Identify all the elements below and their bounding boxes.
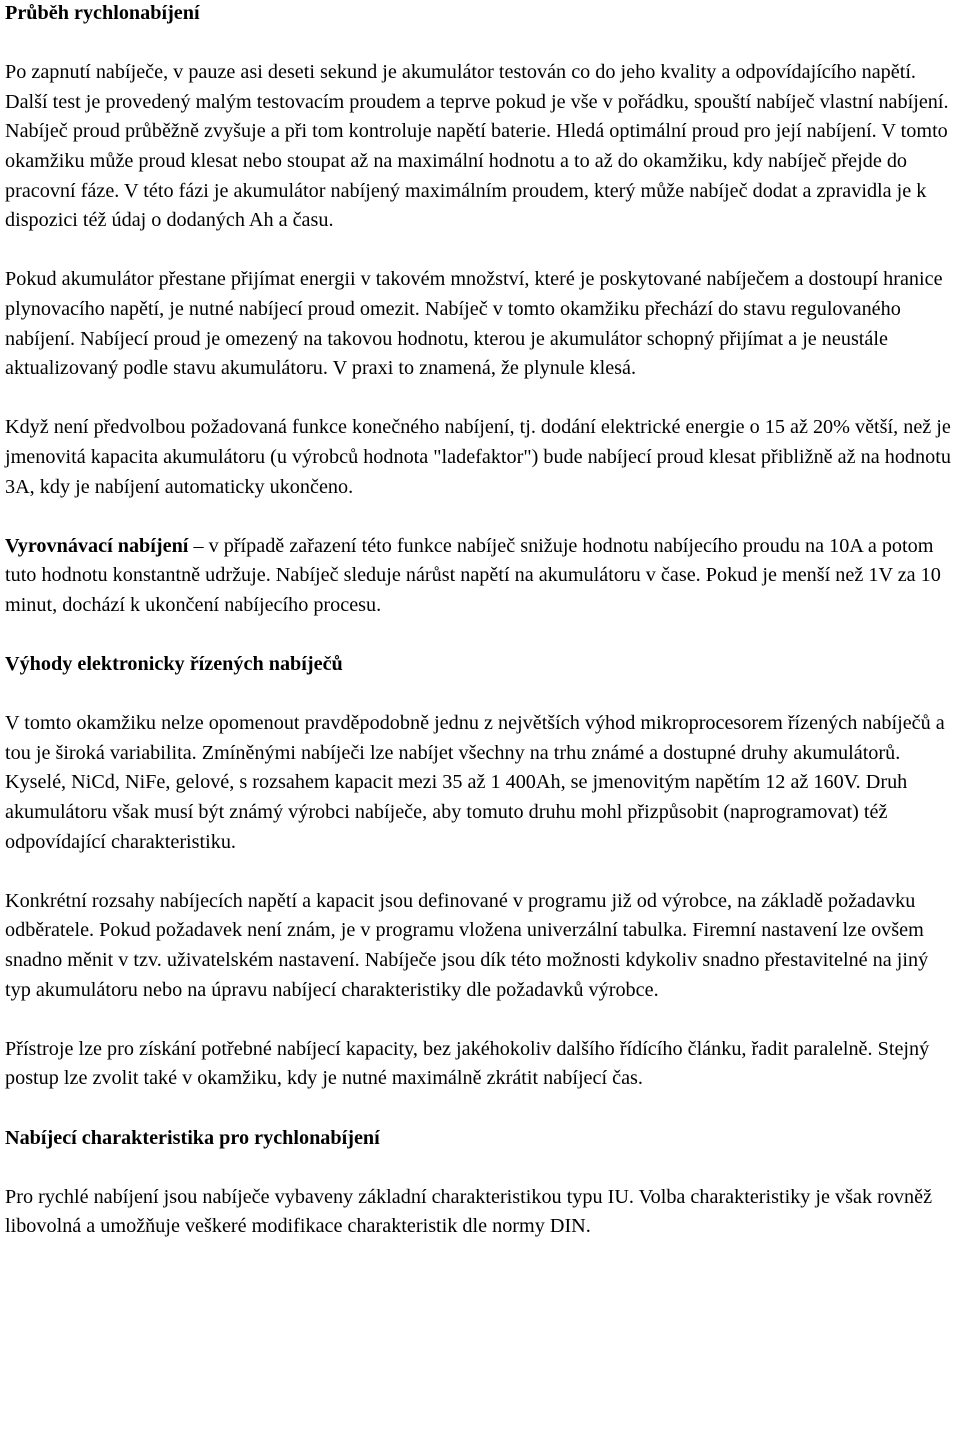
paragraph: Přístroje lze pro získání potřebné nabíjecí kapacity, bez jakéhokoliv dalšího řídícího článku, řadit paralelně. Stejný postup lze zvolit také v okamžiku, kdy je nutné maximálně zkrátit nabíjecí čas. xyxy=(5,1037,930,1090)
paragraph: V tomto okamžiku nelze opomenout pravděpodobně jednu z největších výhod mikroprocesorem řízených nabíječů a tou je široká variabilita. Zmíněnými nabíječi lze nabíjet všechny na trhu známé a dostupné druhy akumulátorů. Kyselé, NiCd, NiFe, gelové, s rozsahem kapacit mezi 35 až 1 400Ah, se jmenovitým napětím 12 až 160V. Druh akumulátoru však musí být známý výrobci nabíječe, aby tomuto druhu mohl přizpůsobit (naprogramovat) též odpovídající charakteristiku. xyxy=(5,712,945,853)
paragraph: Pro rychlé nabíjení jsou nabíječe vybaveny základní charakteristikou typu IU. Volba charakteristiky je však rovněž libovolná a umožňuje veškeré modifikace charakteristik dle normy DIN. xyxy=(5,1185,933,1238)
paragraph: Po zapnutí nabíječe, v pauze asi deseti sekund je akumulátor testován co do jeho kvality a odpovídajícího napětí. Další test je provedený malým testovacím proudem a teprve pokud je vše v pořádku, spouští nabíječ vlastní nabíjení. Nabíječ proud průběžně zvyšuje a při tom kontroluje napětí baterie. Hledá optimální proud pro její nabíjení. V tomto okamžiku může proud klesat nebo stoupat až na maximální hodnotu a to až do okamžiku, kdy nabíječ přejde do pracovní fáze. V této fázi je akumulátor nabíjený maximálním proudem, který může nabíječ dodat a zpravidla je k dispozici též údaj o dodaných Ah a času. xyxy=(5,61,949,232)
spacer xyxy=(5,236,956,266)
spacer xyxy=(5,384,956,414)
spacer xyxy=(5,1153,956,1183)
paragraph: Když není předvolbou požadovaná funkce konečného nabíjení, tj. dodání elektrické energie o 15 až 20% větší, než je jmenovitá kapacita akumulátoru (u výrobců hodnota "ladefaktor") bude nabíjecí proud klesat přibližně až na hodnotu 3A, kdy je nabíjení automaticky ukončeno. xyxy=(5,416,951,498)
paragraph-equalizing-charge xyxy=(5,532,956,621)
spacer xyxy=(5,680,956,710)
spacer xyxy=(5,1005,956,1035)
paragraph-text: – v případě zařazení této funkce nabíječ snižuje hodnotu nabíjecího proudu na 10A a potom tuto hodnotu konstantně udržuje. Nabíječ sleduje nárůst napětí na akumulátoru v čase. Pokud je menší než 1V za 10 minut, dochází k ukončení nabíjecího procesu. xyxy=(5,534,941,616)
spacer xyxy=(5,1094,956,1124)
heading-fast-charging-process: Průběh rychlonabíjení xyxy=(5,2,200,24)
paragraph: Pokud akumulátor přestane přijímat energii v takovém množství, které je poskytované nabíječem a dostoupí hranice plynovacího napětí, je nutné nabíjecí proud omezit. Nabíječ v tomto okamžiku přechází do stavu regulovaného nabíjení. Nabíjecí proud je omezený na takovou hodnotu, kterou je akumulátor schopný přijímat a je neustále aktualizovaný podle stavu akumulátoru. V praxi to znamená, že plynule klesá. xyxy=(5,268,943,380)
spacer xyxy=(5,620,956,650)
keyword-equalizing-charge: Vyrovnávací nabíjení xyxy=(5,534,189,557)
spacer xyxy=(5,857,956,887)
spacer xyxy=(5,29,956,59)
heading-charging-characteristic: Nabíjecí charakteristika pro rychlonabíjení xyxy=(5,1126,380,1149)
spacer xyxy=(5,502,956,532)
heading-advantages: Výhody elektronicky řízených nabíječů xyxy=(5,653,343,676)
paragraph: Konkrétní rozsahy nabíjecích napětí a kapacit jsou definované v programu již od výrobce, na základě požadavku odběratele. Pokud požadavek není znám, je v programu vložena univerzální tabulka. Firemní nastavení lze ovšem snadno měnit v tzv. uživatelském nastavení. Nabíječe jsou dík této možnosti kdykoliv snadno přestavitelné na jiný typ akumulátoru nebo na úpravu nabíjecí charakteristiky dle požadavků výrobce. xyxy=(5,889,929,1001)
